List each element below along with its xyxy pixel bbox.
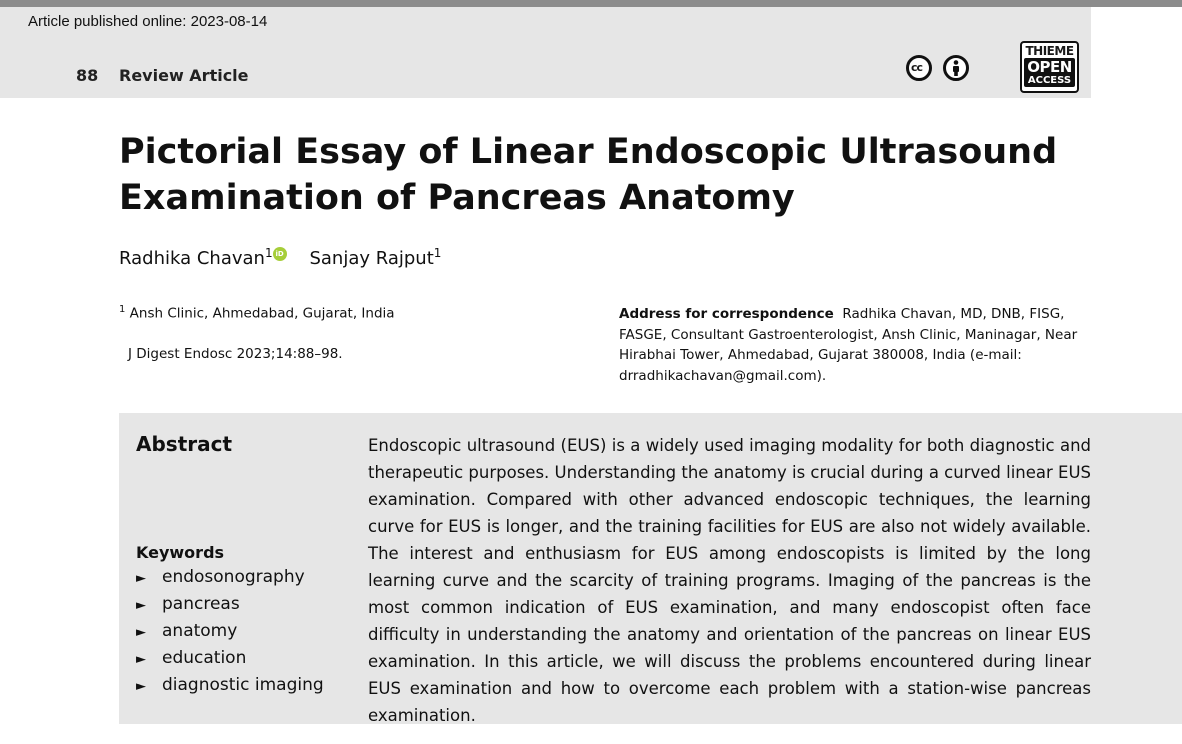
keyword-item: [136, 648, 324, 675]
correspondence: [619, 304, 1093, 386]
arrow-right-icon: ►: [136, 679, 146, 694]
citation: J Digest Endosc 2023;14:88–98.: [128, 346, 343, 362]
affiliation: [119, 304, 395, 322]
author-affil-marker: 1: [433, 246, 442, 260]
affiliation-text: Ansh Clinic, Ahmedabad, Gujarat, India: [129, 305, 395, 322]
arrow-right-icon: ►: [136, 598, 146, 613]
orcid-icon[interactable]: iD: [273, 247, 287, 261]
header-gap: [1091, 7, 1182, 98]
keyword-text: pancreas: [162, 594, 240, 614]
keyword-item: [136, 594, 324, 621]
section-label: Review Article: [119, 66, 249, 85]
abstract-heading: Abstract: [136, 432, 233, 456]
arrow-right-icon: ►: [136, 571, 146, 586]
keywords-heading: Keywords: [136, 543, 225, 562]
author-list: [119, 246, 441, 269]
person-icon: [946, 58, 966, 78]
cc-icon[interactable]: [906, 55, 932, 81]
arrow-right-icon: ►: [136, 625, 146, 640]
keyword-item: [136, 675, 324, 702]
article-title: Pictorial Essay of Linear Endoscopic Ultrasound Examination of Pancreas Anatomy: [119, 132, 1058, 218]
keyword-text: diagnostic imaging: [162, 675, 324, 695]
keyword-text: anatomy: [162, 621, 238, 641]
affiliation-marker: 1: [119, 304, 126, 315]
author-name[interactable]: Radhika Chavan: [119, 248, 265, 269]
keyword-text: endosonography: [162, 567, 305, 587]
badge-open-access: [1024, 58, 1075, 87]
author-affil-marker: 1: [264, 246, 273, 260]
by-icon[interactable]: [943, 55, 969, 81]
keyword-text: education: [162, 648, 247, 668]
keyword-list: [136, 567, 324, 702]
page-number: 88: [76, 66, 99, 85]
correspondence-label: Address for correspondence: [619, 306, 834, 322]
correspondence-text: Radhika Chavan, MD, DNB, FISG, FASGE, Consultant Gastroenterologist, Ansh Clinic, Maninagar, Near Hirabhai Tower, Ahmedabad, Gujarat 380008, India (e-mail: drradhikachavan@gmail.com).: [619, 306, 1078, 384]
badge-open: OPEN: [1027, 58, 1072, 76]
top-strip: [0, 0, 1182, 7]
cc-glyph: cc: [911, 61, 923, 74]
keyword-item: [136, 567, 324, 594]
keyword-item: [136, 621, 324, 648]
badge-publisher: THIEME: [1025, 44, 1074, 58]
published-online-date: Article published online: 2023-08-14: [28, 13, 268, 30]
open-access-badge[interactable]: [1020, 41, 1079, 93]
abstract-body: Endoscopic ultrasound (EUS) is a widely used imaging modality for both diagnostic and therapeutic purposes. Understanding the anatomy is crucial during a curved linear EUS examination. Compared with other advanced endoscopic techniques, the learning curve for EUS is longer, and the training facilities for EUS are also not widely available. The interest and enthusiasm for EUS among endoscopists is limited by the long learning curve and the scarcity of training programs. Imaging of the pancreas is the most common indication of EUS examination, and many endoscopist often face difficulty in understanding the anatomy and orientation of the pancreas on linear EUS examination. In this article, we will discuss the problems encountered during linear EUS examination and how to overcome each problem with a station-wise pancreas examination.: [368, 436, 1092, 725]
arrow-right-icon: ►: [136, 652, 146, 667]
badge-access: ACCESS: [1027, 75, 1072, 86]
author-name[interactable]: Sanjay Rajput: [309, 248, 434, 269]
